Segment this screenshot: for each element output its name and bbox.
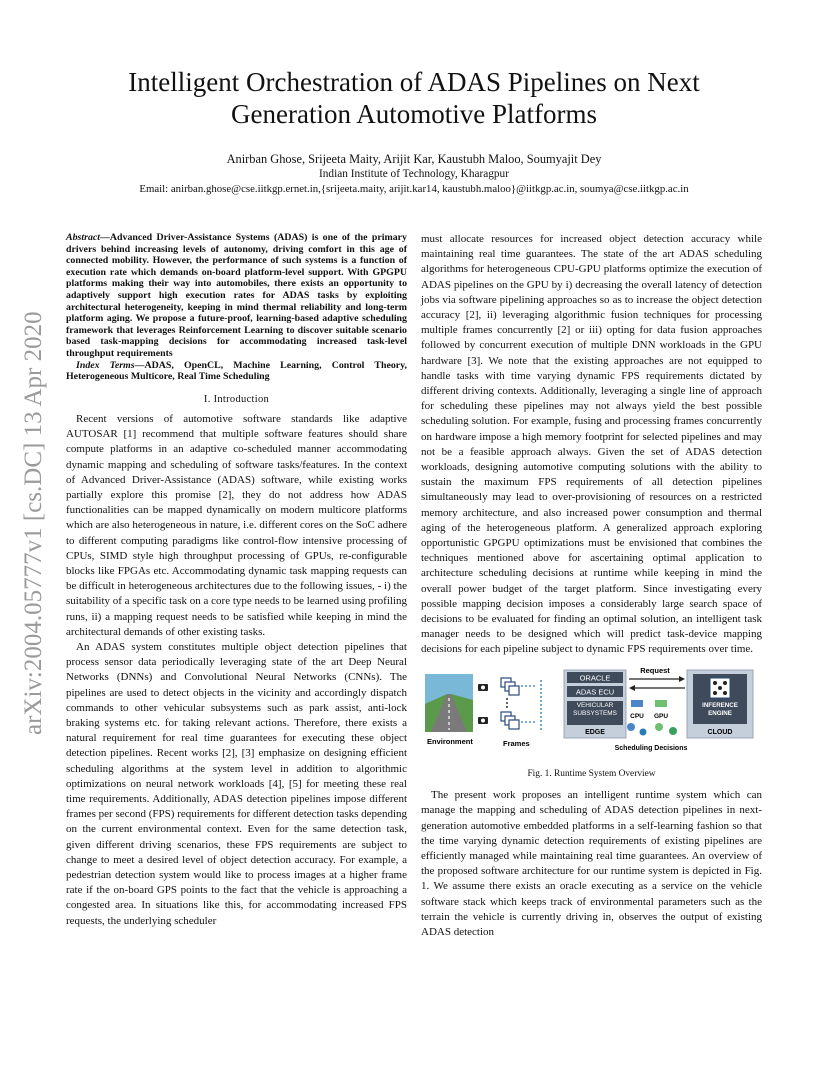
task-node — [669, 727, 677, 735]
runtime-system-diagram — [421, 664, 762, 760]
environment-label: Environment — [427, 736, 473, 746]
frames-label: Frames — [503, 738, 530, 748]
figure-caption: Fig. 1. Runtime System Overview — [527, 768, 656, 779]
cpu-block — [631, 700, 643, 707]
index-terms-text: —ADAS, OpenCL, Machine Learning, Control Theory, Heterogeneous Multicore, Real Time Scheduling — [66, 359, 408, 383]
email-line: Email: anirban.ghose@cse.iitkgp.ernet.in,{srijeeta.maity, arijit.kar14, kaustubh.maloo}@iitkgp.ac.in, soumya@cse.iitkgp.ac.in — [139, 183, 689, 195]
paper-title: Intelligent Orchestration of ADAS Pipelines on Next Generation Automotive Platforms — [128, 67, 700, 129]
abstract-text: —Advanced Driver-Assistance Systems (ADAS) is one of the primary drivers behind increasing levels of autonomy, driving comfort in this age of connected mobility. However, the performance of such systems is a function of execution rate which demands on-board platform-level support. With GPGPU platforms making their way into automobiles, there exists an opportunity to adaptively support high execution rates for ADAS tasks by exploiting architectural heterogeneity, keeping in mind thermal reliability and long-term platform aging. We propose a future-proof, learning-based adaptive scheduling framework that leverages Reinforcement Learning to discover suitable scenario based task-mapping decisions for accommodating increased task-level throughput requirements — [66, 232, 407, 359]
camera-icon — [478, 684, 488, 691]
intro-paragraph: An ADAS system constitutes multiple object detection pipelines that process sensor data periodically leveraging state of the art Deep Neural Networks (DNNs) and Convolutional Neural Networks (CNNs). The pipelines are used to detect objects in the vicinity and accordingly dispatch commands to other vehicular subsystems such as park assist, anti-lock braking systems etc. for taking relevant actions. Therefore, there exists a natural requirement for real time guarantees for executing these object detection pipelines. Recent works [2], [3] emphasize on designing efficient scheduling algorithms at the system level in addition to algorithmic optimizations on neural network workloads [4], [5] for meeting these real time requirements. Additionally, ADAS detection pipelines impose different frames per second (FPS) requirements for different detection tasks depending on the current environmental context. Even for the same detection task, given different driving scenarios, these FPS requirements are subject to change to meet a desired level of object detection accuracy. For example, a pedestrian detection system would like to process images at a higher frame rate if the on-board GPS points to the fact that the vehicle is approaching a congested area. In situations like this, for accommodating increased FPS requests, the underlying scheduler — [66, 640, 407, 927]
author-list: Anirban Ghose, Srijeeta Maity, Arijit Kar, Kaustubh Maloo, Soumyajit Dey — [226, 152, 602, 166]
right-column — [421, 232, 762, 940]
cloud-label: CLOUD — [707, 728, 733, 736]
adas-ecu-label: ADAS ECU — [575, 687, 615, 697]
scheduling-decisions-label: Scheduling Decisions — [614, 744, 688, 752]
neural-network-icon — [710, 678, 730, 698]
gpu-label: GPU — [653, 712, 669, 720]
left-column — [66, 232, 407, 929]
gpu-block — [655, 700, 667, 707]
abstract-lead: Abstract — [66, 232, 101, 243]
intro-paragraph: Recent versions of automotive software standards like adaptive AUTOSAR [1] recommend that multiple software features should share compute platforms in an adaptive co-scheduled manner accommodating dynamic mapping and scheduling of software tasks/features. In the context of Advanced Driver-Assistance (ADAS) software, while existing works partially explore this promise [2], they do not address how ADAS functionalities can be mapped dynamically on modern multicore platforms which are also heterogeneous in nature, i.e. different cores on the SoC adhere to different computing paradigms like control-flow intensive processing of CPUs, SIMD style high throughput processing of GPUs, re-configurable blocks like FPGAs etc. Accommodating dynamic task mapping requests can be difficult in heterogeneous architectures due to the following issues, - i) the suitability of a specific task on a core type needs to be learned using profiling runs, ii) a mapping request needs to be satisfied while keeping in mind the architectural demands of other existing tasks. — [66, 412, 407, 638]
oracle-label: ORACLE — [579, 673, 611, 683]
index-terms — [66, 360, 407, 383]
affiliation: Indian Institute of Technology, Kharagpur — [319, 168, 509, 180]
inference-engine-label: INFERENCE ENGINE — [702, 701, 738, 717]
frames-stack-icon — [501, 712, 519, 729]
arxiv-identifier: arXiv:2004.05777v1 [cs.DC] 13 Apr 2020 — [20, 311, 47, 735]
section-heading: I. Introduction — [203, 393, 270, 405]
body-paragraph: The present work proposes an intelligent runtime system which can manage the mapping and scheduling of ADAS detection pipelines in next-generation automotive embedded platforms in a self-learning fashion so that the time varying dynamic detection requirements of existing pipelines are efficiently managed while maintaining real time guarantees. An overview of the proposed software architecture for our runtime system is depicted in Fig. 1. We assume there exists an oracle executing as a service on the vehicle software stack which keeps track of environmental parameters such as the terrain the vehicle is currently driving in, observes the output of existing ADAS detection — [421, 789, 762, 938]
edge-label: EDGE — [585, 728, 605, 736]
frames-stack-icon — [501, 678, 519, 695]
environment-image — [425, 674, 473, 732]
index-terms-lead: Index Terms — [76, 359, 135, 371]
vehicular-subsystems-label: VEHICULAR SUBSYSTEMS — [573, 701, 617, 717]
request-label: Request — [640, 665, 670, 675]
task-node — [655, 723, 663, 731]
task-node — [627, 723, 635, 731]
body-paragraph: must allocate resources for increased object detection accuracy while maintaining real time guarantees. The state of the art ADAS scheduling algorithms for heterogeneous CPU-GPU platforms optimize the execution of ADAS pipelines on the GPU by i) decreasing the overall latency of detection jobs via software pipelining approaches so as to increase the object detection accuracy [2], ii) leveraging algorithmic fusion techniques for processing multiple frames concurrently [2] or iii) opting for data fusion approaches followed by concurrent execution of multiple DNN workloads in the GPU hardware [3]. We note that the existing approaches are not equipped to handle tasks with time varying dynamic FPS requirements dictated by different driving contexts. Additionally, leveraging a single line of approach for scheduling these pipelines may not always yield the best possible scheduling solution. For example, fusing and processing frames concurrently on hardware impose a high memory footprint for selected pipelines and may not be a feasible approach always. Given the set of ADAS detection workloads, designing automotive computing solutions with the ability to sustain the maximum FPS requirements of all detection pipelines simultaneously may lead to over-provisioning of resources on a restricted memory architecture, and also increased power consumption and thermal aging of the heterogeneous platform. A generalized approach exploring opportunistic GPGPU optimizations must be envisioned that combines the techniques mentioned above for ascertaining optimal application to architecture scheduling decisions at runtime while keeping in mind the overall power budget of the target platform. Since investigating every possible mapping decision imposes a considerably large search space of decisions to be evaluated for finding an optimal solution, an intelligent task manager needs to be designed which will predict task-device mapping decisions for each pipeline subject to dynamic FPS requirements over time. — [421, 233, 762, 656]
task-node — [640, 728, 647, 735]
cpu-label: CPU — [630, 712, 644, 720]
figure-1 — [421, 664, 762, 782]
abstract — [66, 232, 407, 360]
camera-icon — [478, 717, 488, 724]
